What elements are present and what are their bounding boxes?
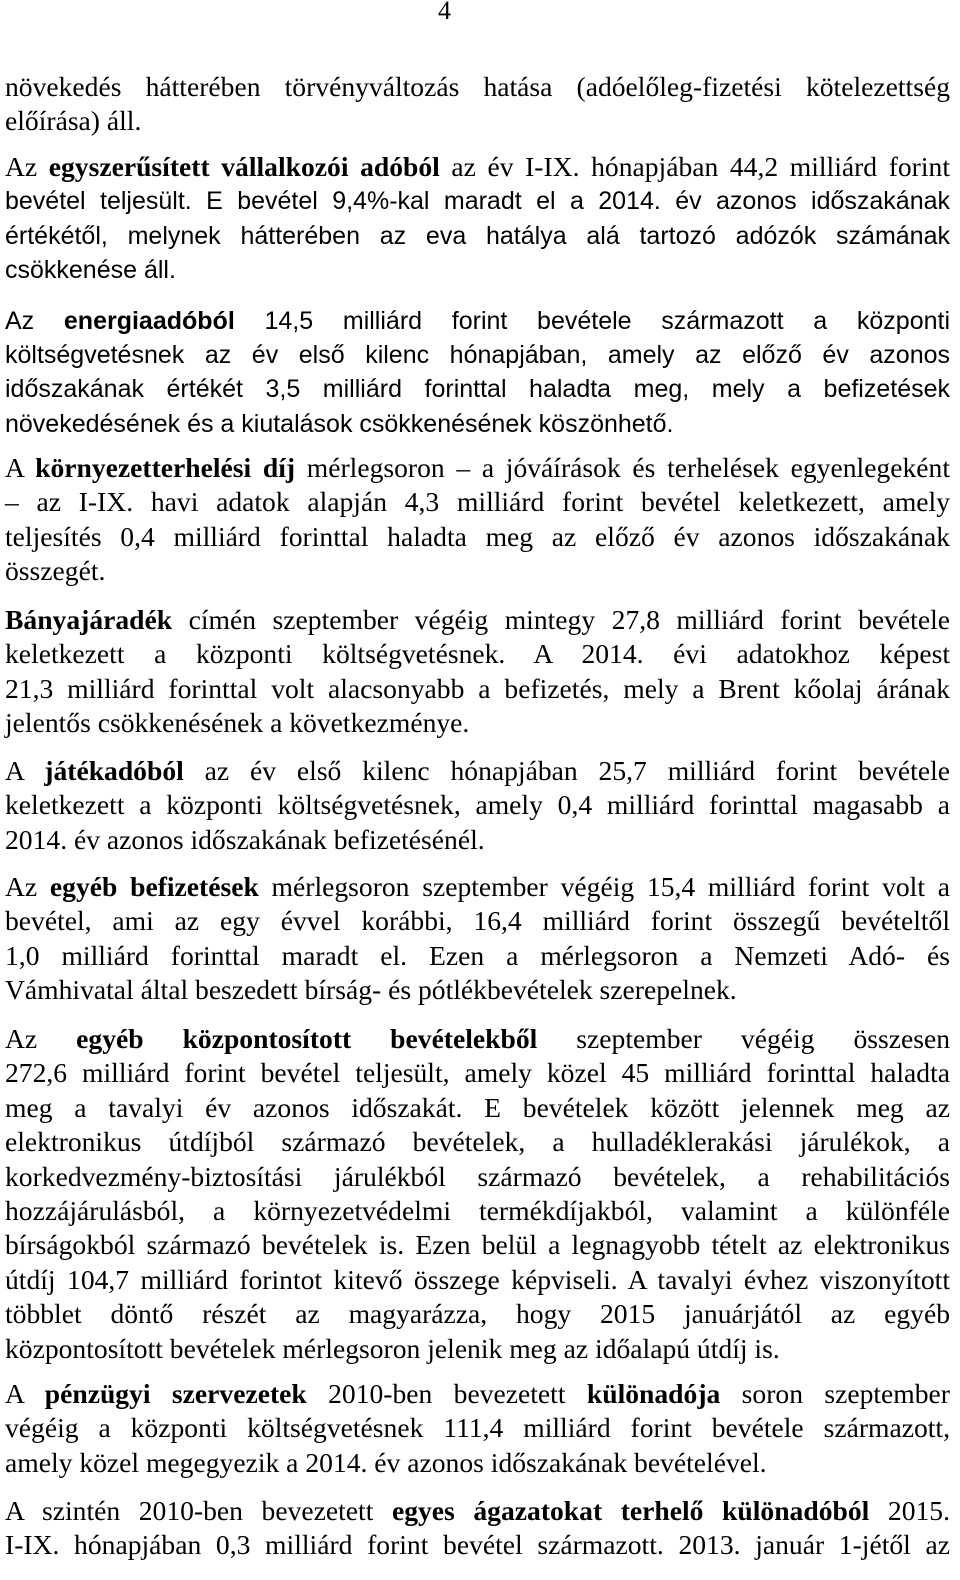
line-text: Az bbox=[5, 871, 50, 902]
paragraph-other-centralized-revenues bbox=[5, 1022, 950, 1366]
line-text: bírságokból származó bevételek is. Ezen belül a legnagyobb tételt az elektronikus bbox=[5, 1229, 950, 1261]
line-text: 2015. bbox=[869, 1495, 950, 1526]
text-line bbox=[5, 1332, 950, 1366]
bold-term: Bányajáradék bbox=[5, 604, 173, 635]
line-text: – az I-IX. havi adatok alapján 4,3 milliárd forint bevétel keletkezett, amely bbox=[5, 486, 950, 518]
text-line bbox=[5, 1377, 950, 1411]
bold-term: különadója bbox=[586, 1378, 721, 1409]
line-text: értékétől, melynek hátterében az eva hatálya alá tartozó adózók számának bbox=[5, 221, 950, 250]
text-line bbox=[5, 304, 950, 338]
bold-term: egyes ágazatokat terhelő különadóból bbox=[391, 1495, 870, 1526]
text-line bbox=[5, 939, 950, 973]
line-text: költségvetésnek az év első kilenc hónapjában, amely az előző év azonos bbox=[5, 341, 950, 370]
text-line bbox=[5, 1056, 950, 1090]
text-line bbox=[5, 1228, 950, 1262]
line-text: előírása) áll. bbox=[5, 105, 142, 137]
line-text: 272,6 milliárd forint bevétel teljesült, amely közel 45 milliárd forinttal haladta bbox=[5, 1057, 950, 1089]
text-line bbox=[5, 338, 950, 372]
line-text: az év első kilenc hónapjában 25,7 milliárd forint bevétele bbox=[183, 755, 950, 786]
line-text: központosított bevételek mérlegsoron jelenik meg az időalapú útdíj is. bbox=[5, 1332, 780, 1364]
line-text: bevétel, ami az egy évvel korábbi, 16,4 milliárd forint összegű bevételtől bbox=[5, 905, 950, 937]
line-text: mérlegsoron – a jóváírások és terhelések egyenlegeként bbox=[295, 452, 950, 483]
text-line bbox=[5, 973, 950, 1007]
text-line bbox=[5, 603, 950, 637]
line-text: Az bbox=[5, 307, 64, 335]
bold-term: energiaadóból bbox=[63, 307, 235, 335]
line-text: I-IX. hónapjában 0,3 milliárd forint bevétel származott. 2013. január 1-jétől az bbox=[5, 1529, 950, 1561]
text-line bbox=[5, 1091, 950, 1125]
line-text: meg a tavalyi év azonos időszakát. E bevételek között jelennek meg az bbox=[5, 1091, 950, 1123]
text-line bbox=[5, 1022, 950, 1056]
line-text: 21,3 milliárd forinttal volt alacsonyabb a befizetés, mely a Brent kőolaj árának bbox=[5, 672, 950, 704]
line-text: végéig a központi költségvetésnek 111,4 milliárd forint bevétele származott, bbox=[5, 1412, 950, 1444]
text-line bbox=[5, 1528, 950, 1562]
line-text: címén szeptember végéig mintegy 27,8 milliárd forint bevétele bbox=[172, 604, 950, 635]
text-line bbox=[5, 823, 950, 857]
text-line bbox=[5, 407, 950, 441]
text-line bbox=[5, 70, 950, 104]
line-text: 14,5 milliárd forint bevétele származott a központi bbox=[234, 307, 951, 335]
line-text: útdíj 104,7 milliárd forintot kitevő összege képviseli. A tavalyi évhez viszonyított bbox=[5, 1263, 950, 1295]
line-text: korkedvezmény-biztosítási járulékból származó bevételek, a rehabilitációs bbox=[5, 1160, 950, 1192]
line-text: 1,0 milliárd forinttal maradt el. Ezen a mérlegsoron a Nemzeti Adó- és bbox=[5, 939, 950, 971]
line-text: soron szeptember bbox=[720, 1378, 950, 1409]
text-line bbox=[5, 554, 950, 588]
text-line bbox=[5, 1263, 950, 1297]
line-text: amely közel megegyezik a 2014. év azonos időszakának bevételével. bbox=[5, 1446, 767, 1478]
text-line bbox=[5, 788, 950, 822]
text-line bbox=[5, 184, 950, 218]
line-text: Az bbox=[5, 1023, 77, 1054]
text-line bbox=[5, 1297, 950, 1331]
line-text: időszakának értékét 3,5 milliárd forinttal haladta meg, mely a befizetések bbox=[5, 375, 950, 404]
line-text: az év I-IX. hónapjában 44,2 milliárd forint bbox=[439, 151, 950, 182]
line-text: A szintén 2010-ben bevezetett bbox=[5, 1495, 392, 1526]
text-line bbox=[5, 1494, 950, 1528]
line-text: teljesítés 0,4 milliárd forinttal haladta meg az előző év azonos időszakának bbox=[5, 520, 950, 552]
text-line bbox=[5, 637, 950, 671]
text-line bbox=[5, 520, 950, 554]
line-text: szeptember végéig összesen bbox=[537, 1023, 950, 1054]
line-text: bevétel teljesült. E bevétel 9,4%-kal maradt el a 2014. év azonos időszakának bbox=[5, 187, 950, 216]
text-line bbox=[5, 1411, 950, 1445]
paragraph-other-payments bbox=[5, 870, 950, 1008]
line-text: növekedésének és a kiutalások csökkenésének köszönhető. bbox=[5, 409, 674, 438]
text-line bbox=[5, 754, 950, 788]
paragraph-mining-royalty bbox=[5, 603, 950, 741]
text-line bbox=[5, 1446, 950, 1480]
line-text: A bbox=[5, 1378, 45, 1409]
bold-term: egyéb befizetések bbox=[49, 871, 259, 902]
line-text: 2010-ben bevezetett bbox=[306, 1378, 587, 1409]
paragraph-gaming-tax bbox=[5, 754, 950, 857]
paragraph-energy-tax bbox=[5, 304, 950, 441]
line-text: elektronikus útdíjból származó bevételek, a hulladéklerakási járulékok, a bbox=[5, 1126, 950, 1158]
paragraph-eva bbox=[5, 150, 950, 288]
line-text: keletkezett a központi költségvetésnek. A 2014. évi adatokhoz képest bbox=[5, 638, 950, 670]
line-text: növekedés hátterében törvényváltozás hatása (adóelőleg-fizetési kötelezettség bbox=[5, 71, 950, 102]
paragraph-financial-institutions-special-tax bbox=[5, 1377, 950, 1480]
text-line bbox=[5, 904, 950, 938]
bold-term: pénzügyi szervezetek bbox=[44, 1378, 307, 1409]
text-line bbox=[5, 451, 950, 485]
text-line bbox=[5, 253, 950, 287]
line-text: összegét. bbox=[5, 555, 106, 587]
line-text: mérlegsoron szeptember végéig 15,4 milliárd forint volt a bbox=[258, 871, 950, 902]
bold-term: egyéb központosított bevételekből bbox=[76, 1023, 538, 1054]
text-line bbox=[5, 1160, 950, 1194]
text-line bbox=[5, 706, 950, 740]
text-line bbox=[5, 150, 950, 184]
text-line bbox=[5, 485, 950, 519]
page-number: 4 bbox=[438, 0, 451, 25]
paragraph-law-change-continuation bbox=[5, 70, 950, 139]
bold-term: környezetterhelési díj bbox=[35, 452, 296, 483]
line-text: 2014. év azonos időszakának befizetésénél. bbox=[5, 823, 485, 855]
bold-term: egyszerűsített vállalkozói adóból bbox=[48, 151, 440, 182]
line-text: keletkezett a központi költségvetésnek, amely 0,4 milliárd forinttal magasabb a bbox=[5, 789, 950, 821]
paragraph-sector-special-tax bbox=[5, 1494, 950, 1563]
text-line bbox=[5, 372, 950, 406]
line-text: A bbox=[5, 452, 36, 483]
text-line bbox=[5, 672, 950, 706]
line-text: Vámhivatal által beszedett bírság- és pótlékbevételek szerepelnek. bbox=[5, 974, 737, 1006]
text-line bbox=[5, 219, 950, 253]
line-text: hozzájárulásból, a környezetvédelmi termékdíjakból, valamint a különféle bbox=[5, 1195, 950, 1227]
line-text: Az bbox=[5, 151, 49, 182]
bold-term: játékadóból bbox=[44, 755, 184, 786]
line-text: jelentős csökkenésének a következménye. bbox=[5, 707, 470, 739]
paragraph-environmental-load-fee bbox=[5, 451, 950, 589]
line-text: csökkenése áll. bbox=[5, 256, 176, 285]
line-text: többlet döntő részét az magyarázza, hogy 2015 januárjától az egyéb bbox=[5, 1298, 950, 1330]
text-line bbox=[5, 1194, 950, 1228]
text-line bbox=[5, 1125, 950, 1159]
text-line bbox=[5, 870, 950, 904]
text-line bbox=[5, 104, 950, 138]
line-text: A bbox=[5, 755, 45, 786]
